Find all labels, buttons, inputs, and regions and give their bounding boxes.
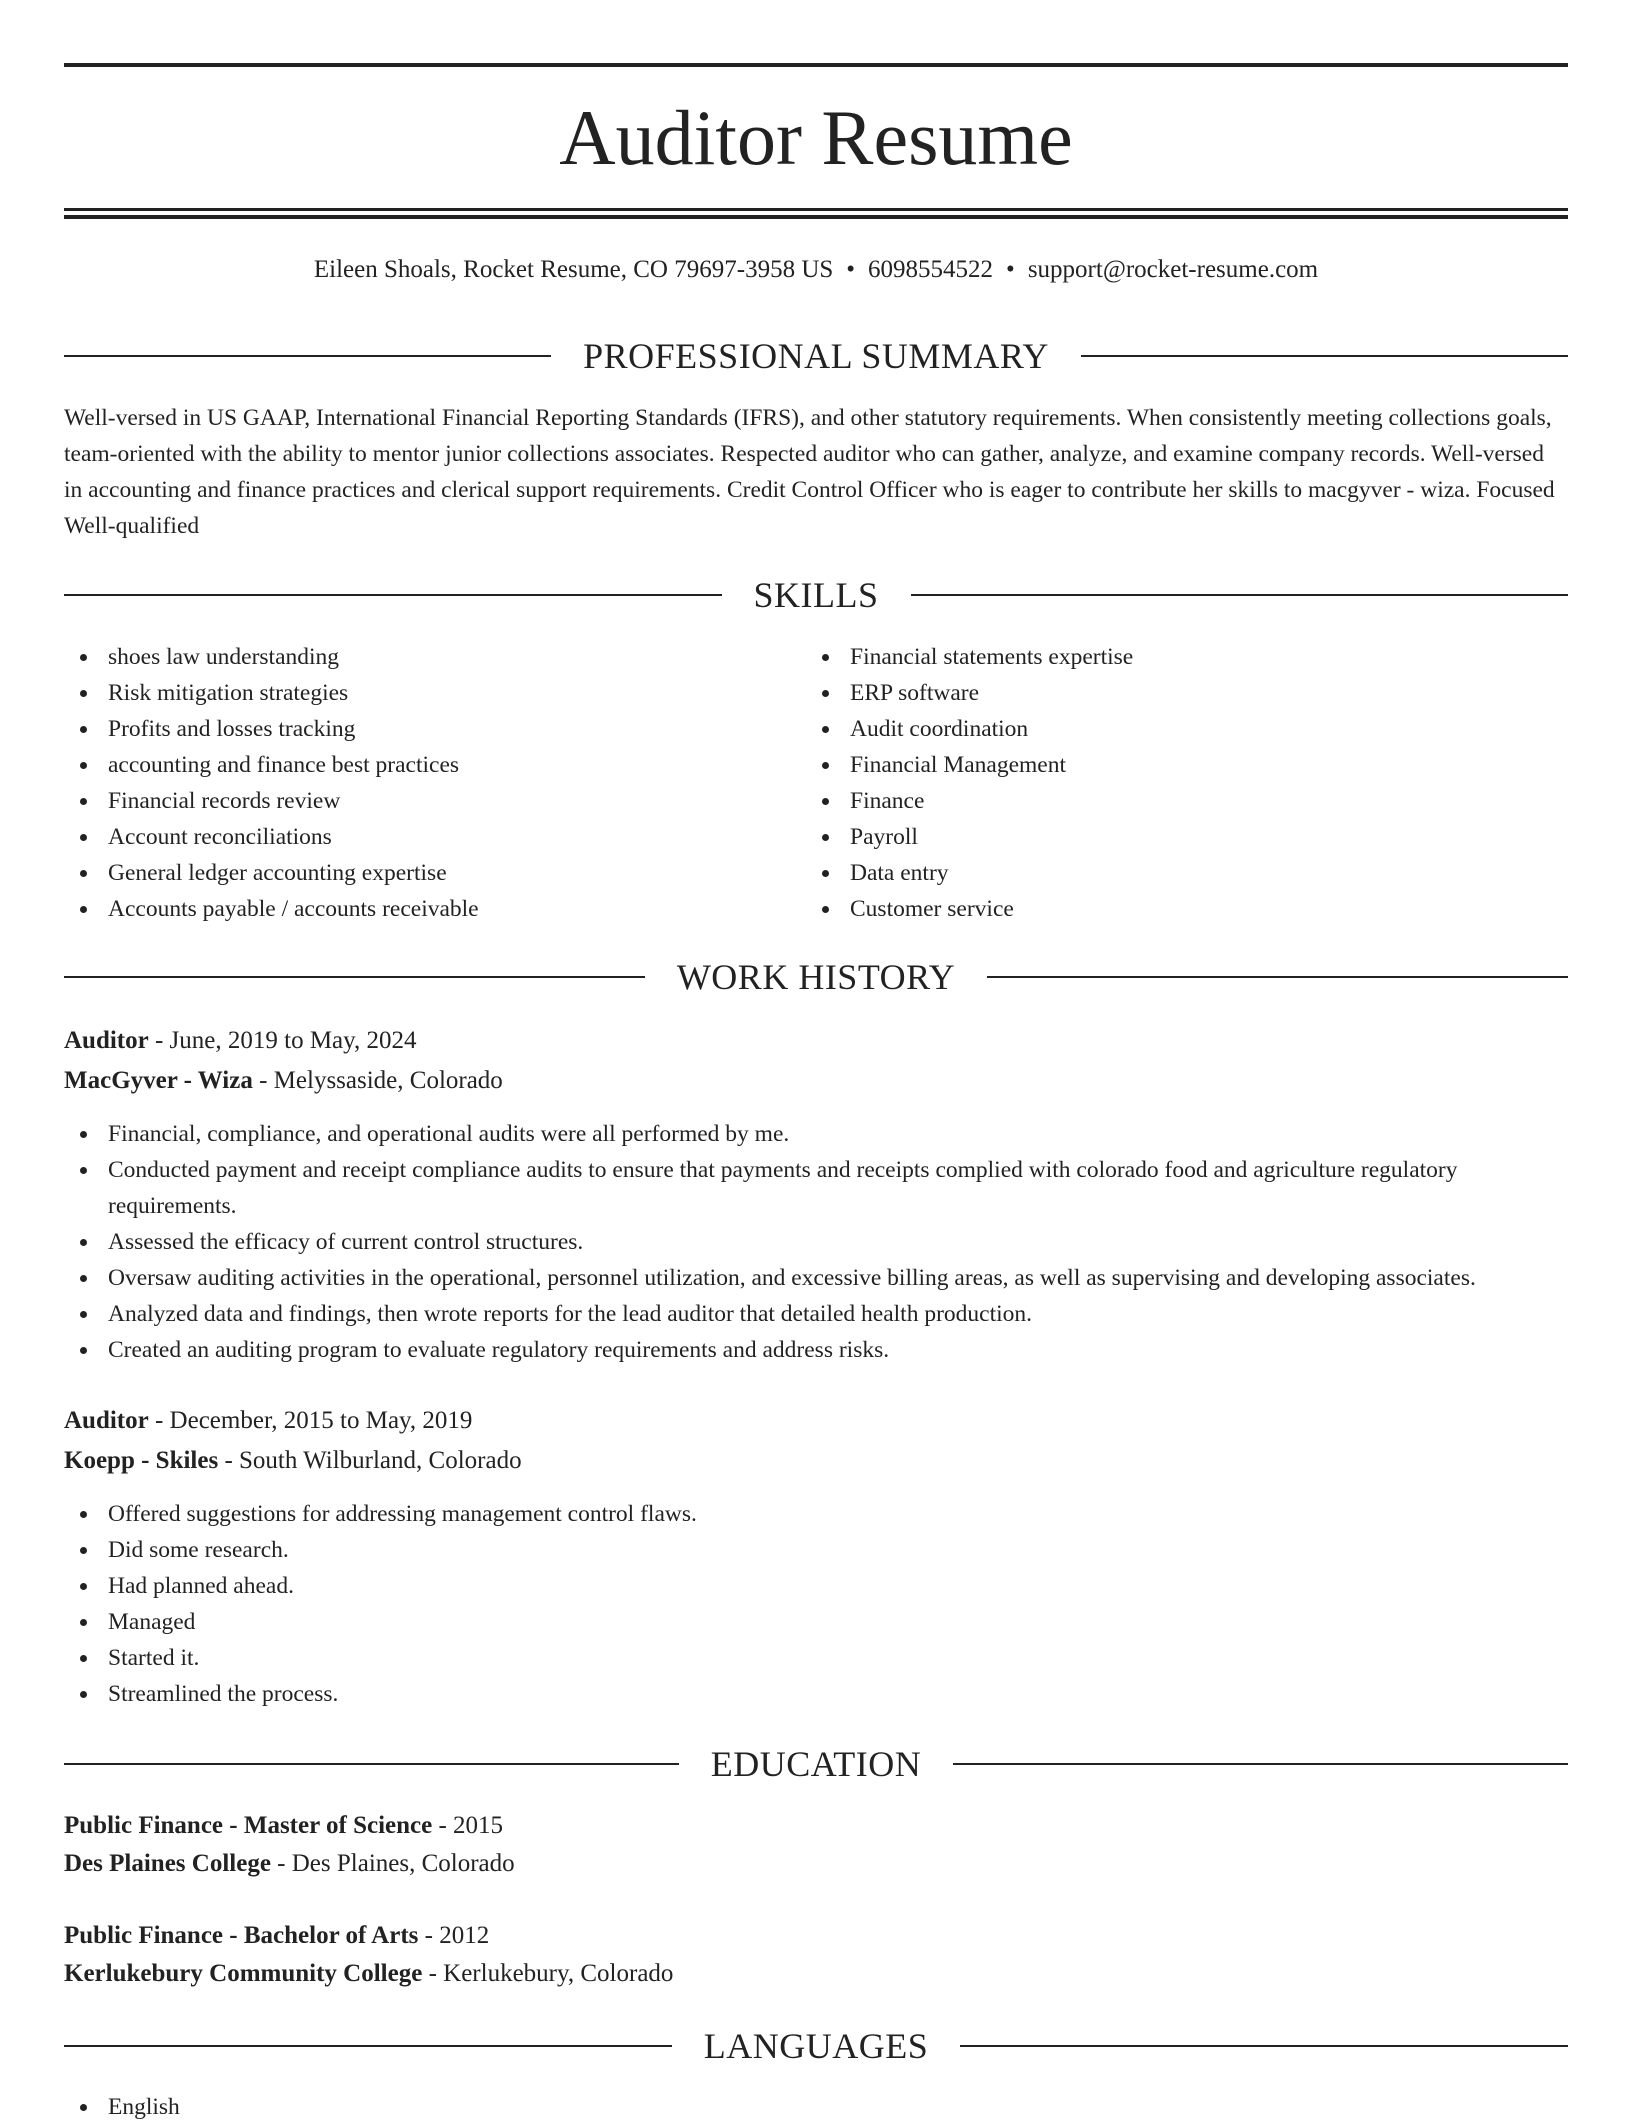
heading-rule [960, 2045, 1568, 2047]
job-dates: - June, 2019 to May, 2024 [148, 1027, 417, 1054]
job-duty-item: Oversaw auditing activities in the operational, personnel utilization, and excessive billing areas, as well as supervising and developing associates. [64, 1260, 1568, 1296]
job-duties-list [64, 1116, 1568, 1368]
section-heading-work [64, 955, 1568, 999]
job-duties [64, 1116, 1568, 1368]
heading-label: LANGUAGES [703, 2026, 929, 2066]
heading-rule [953, 1763, 1568, 1765]
contact-separator: • [1006, 256, 1015, 283]
contact-address: Eileen Shoals, Rocket Resume, CO 79697-3958 US [313, 256, 834, 283]
skill-item: Account reconciliations [64, 819, 764, 855]
skill-item: Risk mitigation strategies [64, 675, 764, 711]
skill-item: Accounts payable / accounts receivable [64, 891, 764, 927]
job-title-line [64, 1403, 1568, 1439]
heading-rule [64, 2045, 672, 2047]
resume-title: Auditor Resume [559, 94, 1073, 181]
skill-item: Financial Management [806, 747, 1506, 783]
education-school: Des Plaines College [64, 1850, 271, 1877]
heading-rule [64, 594, 722, 596]
skill-item: Finance [806, 783, 1506, 819]
job-company-line [64, 1443, 1568, 1479]
job-duty-item: Created an auditing program to evaluate regulatory requirements and address risks. [64, 1332, 1568, 1368]
section-heading-education [64, 1742, 1568, 1786]
job-duty-item: Streamlined the process. [64, 1676, 1568, 1712]
top-rule [64, 63, 1568, 67]
education-school: Kerlukebury Community College [64, 1960, 423, 1987]
section-heading-languages [64, 2024, 1568, 2068]
skill-item: General ledger accounting expertise [64, 855, 764, 891]
education-degree-line [64, 1918, 1568, 1954]
job-duty-item: Did some research. [64, 1532, 1568, 1568]
section-heading-skills [64, 573, 1568, 617]
title-rule-lower [64, 215, 1568, 219]
heading-label: PROFESSIONAL SUMMARY [583, 336, 1049, 376]
skill-item: Financial records review [64, 783, 764, 819]
job-company: Koepp - Skiles [64, 1447, 219, 1474]
contact-email: support@rocket-resume.com [1027, 256, 1319, 283]
job-location: - Melyssaside, Colorado [252, 1067, 503, 1094]
education-degree: Public Finance - Master of Science [64, 1812, 433, 1839]
education-school-line [64, 1956, 1568, 1992]
languages-list [64, 2089, 1568, 2125]
job-duty-item: Managed [64, 1604, 1568, 1640]
skills-list-right [806, 639, 1506, 927]
skill-item: ERP software [806, 675, 1506, 711]
contact-phone: 6098554522 [868, 256, 994, 283]
job-duty-item: Analyzed data and findings, then wrote reports for the lead auditor that detailed health production. [64, 1296, 1568, 1332]
job-duties [64, 1496, 1568, 1712]
job-title: Auditor [64, 1027, 149, 1054]
education-location: - Des Plaines, Colorado [270, 1850, 515, 1877]
heading-label: SKILLS [753, 575, 879, 615]
skill-item: Data entry [806, 855, 1506, 891]
language-item: English [64, 2089, 1568, 2125]
job-duties-list [64, 1496, 1568, 1712]
skill-item: shoes law understanding [64, 639, 764, 675]
section-heading-summary [64, 334, 1568, 378]
job-duty-item: Had planned ahead. [64, 1568, 1568, 1604]
heading-label: EDUCATION [710, 1744, 922, 1784]
skill-item: Customer service [806, 891, 1506, 927]
skills-column-left [64, 639, 764, 927]
skills-list-left [64, 639, 764, 927]
skill-item: Audit coordination [806, 711, 1506, 747]
skill-item: accounting and finance best practices [64, 747, 764, 783]
education-year: - 2015 [432, 1812, 504, 1839]
languages-section [64, 2089, 1568, 2125]
skill-item: Financial statements expertise [806, 639, 1506, 675]
job-title: Auditor [64, 1407, 149, 1434]
job-duty-item: Assessed the efficacy of current control structures. [64, 1224, 1568, 1260]
job-duty-item: Offered suggestions for addressing management control flaws. [64, 1496, 1568, 1532]
heading-rule [911, 594, 1569, 596]
job-duty-item: Started it. [64, 1640, 1568, 1676]
skill-item: Payroll [806, 819, 1506, 855]
contact-separator: • [846, 256, 856, 283]
education-degree: Public Finance - Bachelor of Arts [64, 1922, 419, 1949]
education-school-line [64, 1846, 1568, 1882]
summary-text: Well-versed in US GAAP, International Financial Reporting Standards (IFRS), and other statutory requirements. When consistently meeting collections goals, team-oriented with the ability to mentor junior collections associates. Respected auditor who can gather, analyze, and examine company records. Well-versed in accounting and finance practices and clerical support requirements. Credit Control Officer who is eager to contribute her skills to macgyver - wiza. Focused Well-qualified [64, 405, 1555, 539]
title-rule-upper [64, 208, 1568, 211]
job-company-line [64, 1063, 1568, 1099]
education-location: - Kerlukebury, Colorado [422, 1960, 674, 1987]
job-duty-item: Financial, compliance, and operational audits were all performed by me. [64, 1116, 1568, 1152]
job-dates: - December, 2015 to May, 2019 [148, 1407, 473, 1434]
job-title-line [64, 1023, 1568, 1059]
education-year: - 2012 [418, 1922, 490, 1949]
heading-rule [64, 1763, 679, 1765]
job-location: - South Wilburland, Colorado [218, 1447, 522, 1474]
skills-column-right [806, 639, 1506, 927]
heading-rule [1081, 355, 1568, 357]
education-degree-line [64, 1808, 1568, 1844]
heading-rule [987, 976, 1568, 978]
contact-line [64, 252, 1568, 288]
heading-rule [64, 976, 645, 978]
heading-label: WORK HISTORY [676, 957, 956, 997]
job-duty-item: Conducted payment and receipt compliance audits to ensure that payments and receipts complied with colorado food and agriculture regulatory requirements. [64, 1152, 1568, 1224]
job-company: MacGyver - Wiza [64, 1067, 253, 1094]
skill-item: Profits and losses tracking [64, 711, 764, 747]
heading-rule [64, 355, 551, 357]
